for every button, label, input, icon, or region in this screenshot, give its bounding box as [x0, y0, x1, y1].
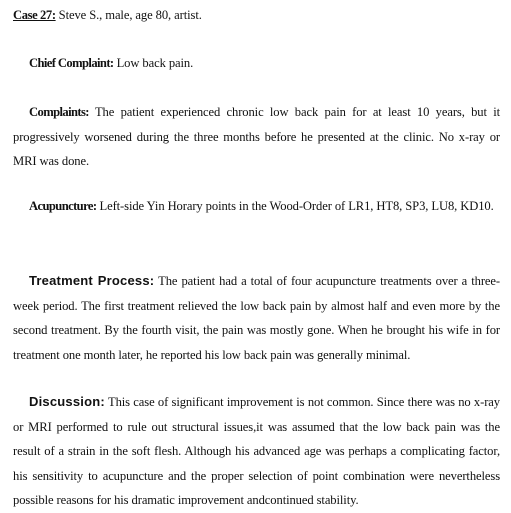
complaints-label: Complaints: — [29, 105, 89, 119]
discussion-text: This case of significant improvement is not common. Since there was no x-ray or MRI performed to rule out structural issues,it was assumed that the low back pain was the result of a strain in the soft flesh. Although his advanced age was perhaps a complicating factor, his sensitivity to acupuncture and the proper selection of point combination were nevertheless possible reasons for his dramatic improvement andcontinued stability. — [13, 395, 500, 507]
discussion-label: Discussion: — [29, 394, 105, 409]
chief-complaint-label: Chief Complaint: — [29, 56, 114, 70]
case-text: Steve S., male, age 80, artist. — [55, 8, 202, 22]
treatment-process-paragraph — [13, 269, 500, 367]
case-label: Case 27: — [13, 8, 56, 22]
discussion-paragraph — [13, 390, 500, 513]
complaints-text: The patient experienced chronic low back pain for at least 10 years, but it progressively worsened during the three months before he presented at the clinic. No x-ray or MRI was done. — [13, 105, 500, 168]
treatment-process-text: The patient had a total of four acupuncture treatments over a three-week period. The first treatment relieved the low back pain by almost half and even more by the second treatment. By the fourth visit, the pain was mostly gone. When he brought his wife in for treatment one month later, he reported his low back pain was generally minimal. — [13, 274, 501, 362]
chief-complaint-paragraph — [13, 51, 500, 76]
treatment-process-label: Treatment Process: — [29, 273, 155, 288]
acupuncture-paragraph — [13, 194, 500, 219]
case-header — [13, 3, 500, 28]
chief-complaint-text: Low back pain. — [113, 56, 194, 70]
acupuncture-label: Acupuncture: — [29, 199, 97, 213]
complaints-paragraph — [13, 100, 500, 174]
acupuncture-text: Left-side Yin Horary points in the Wood-Order of LR1, HT8, SP3, LU8, KD10. — [96, 199, 494, 213]
